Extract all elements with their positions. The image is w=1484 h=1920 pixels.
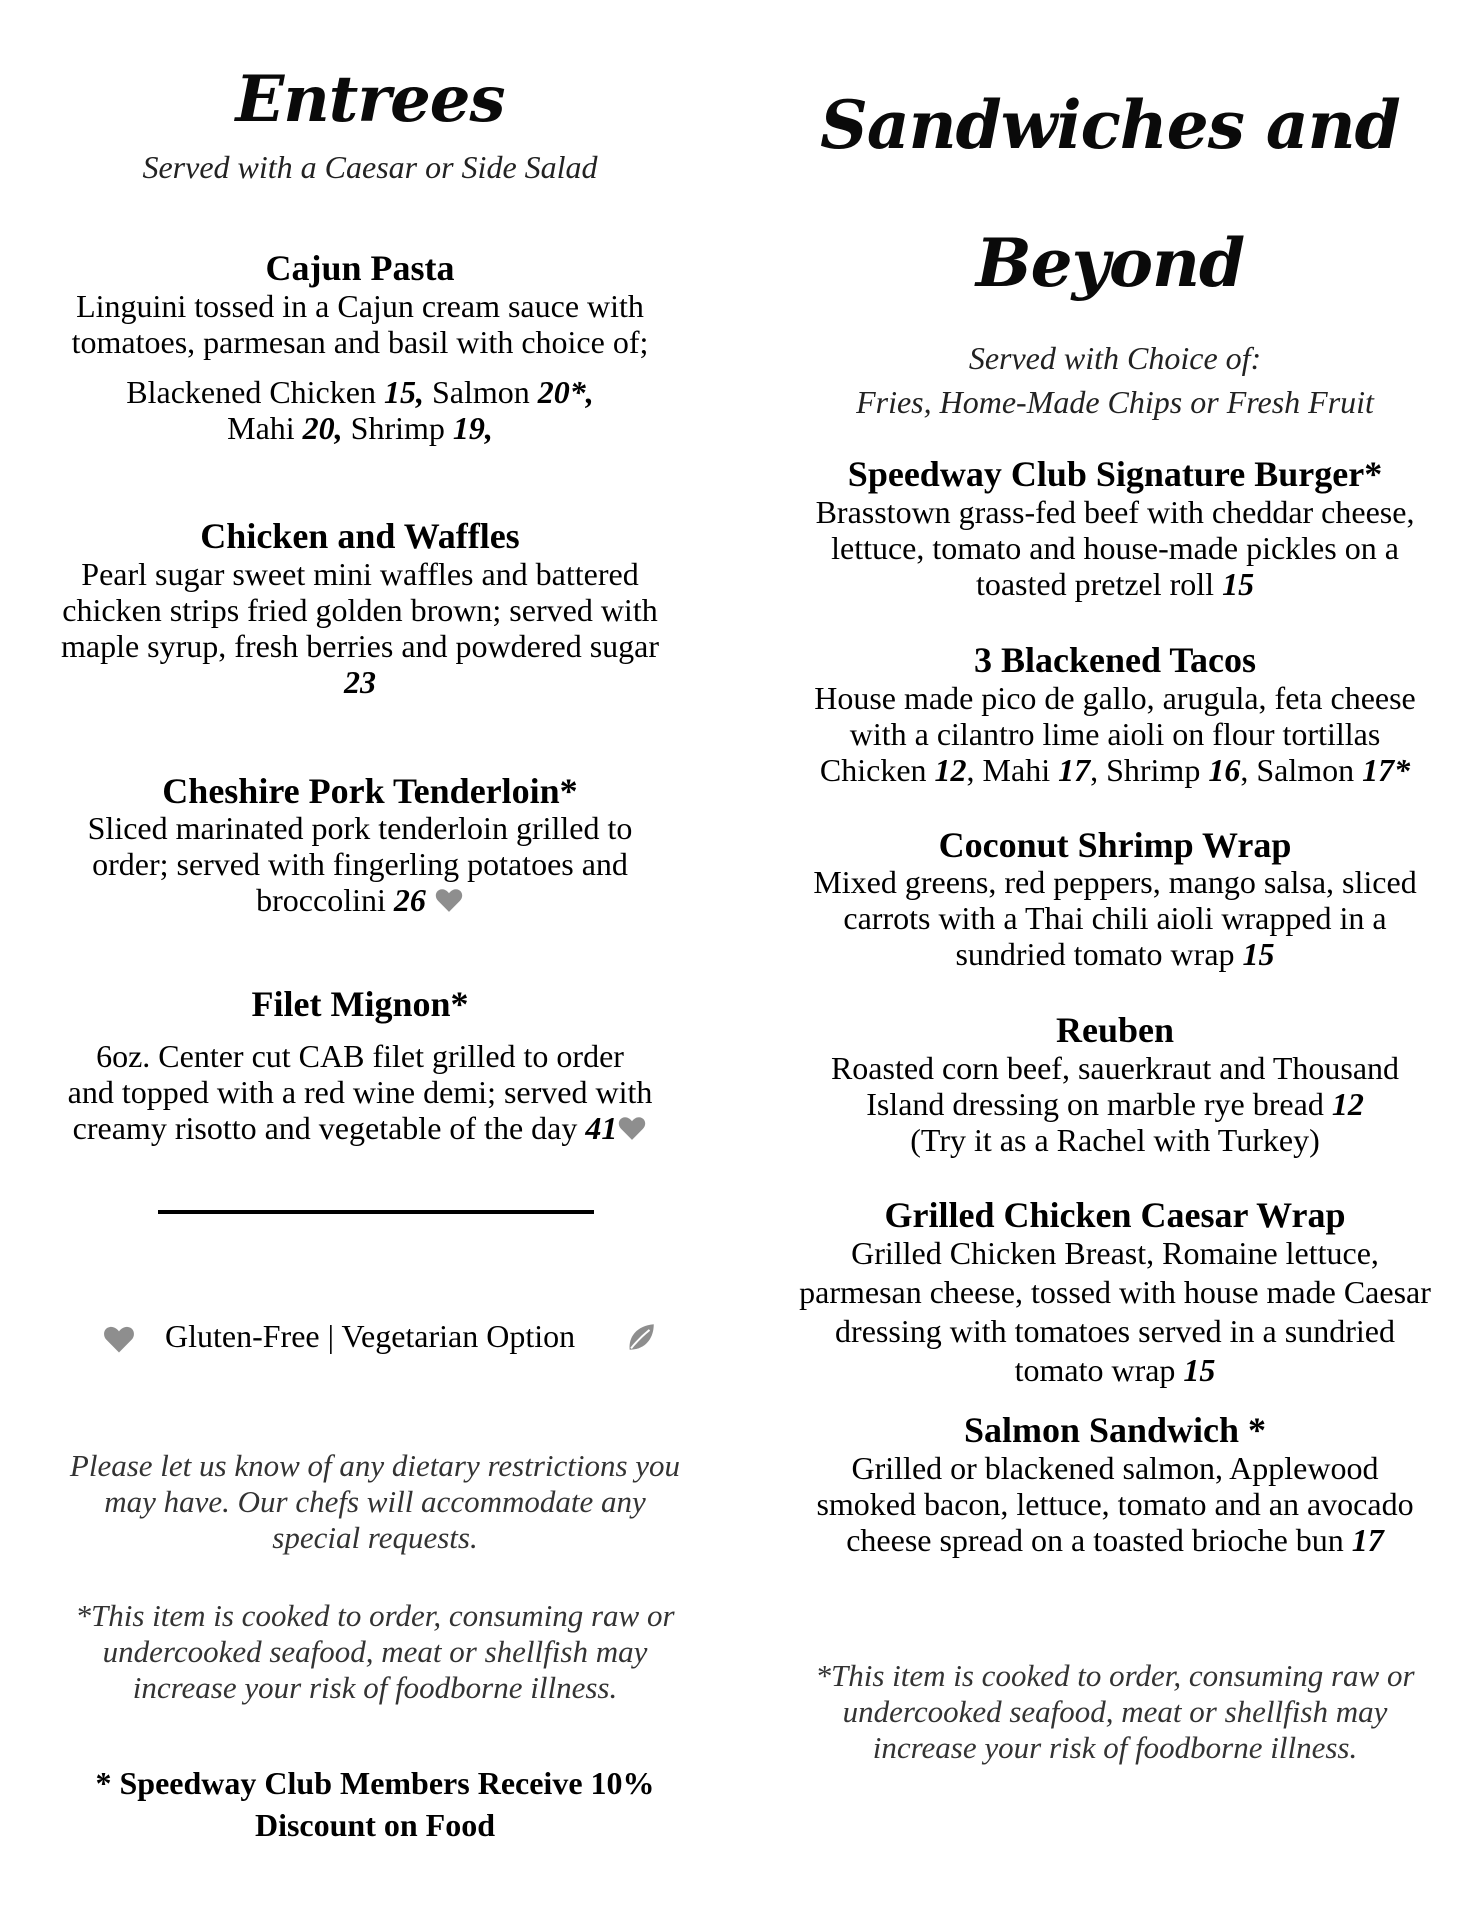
item-options: Chicken 12, Mahi 17, Shrimp 16, Salmon 17*	[819, 752, 1411, 788]
item-title: Cajun Pasta	[265, 248, 455, 288]
item-price: 26	[393, 882, 426, 918]
item-title: Chicken and Waffles	[200, 516, 520, 556]
item-price: 12	[1331, 1086, 1364, 1122]
item-price: 41	[585, 1110, 618, 1146]
gluten-free-heart-icon	[617, 1113, 647, 1143]
entrees-heading: Entrees	[235, 62, 505, 137]
item-title: Speedway Club Signature Burger*	[847, 454, 1383, 494]
sandwiches-heading-line1: Sandwiches and	[820, 86, 1400, 164]
gluten-free-heart-icon	[434, 885, 464, 915]
item-price: 17	[1351, 1522, 1384, 1558]
item-price: 23	[344, 664, 376, 700]
item-price: 15	[1222, 566, 1255, 602]
item-description: 6oz. Center cut CAB filet grilled to order and topped with a red wine demi; served with creamy risotto and vegetable of the day 41	[67, 1038, 653, 1146]
gluten-free-heart-icon	[102, 1322, 136, 1356]
item-description: Pearl sugar sweet mini waffles and battered chicken strips fried golden brown; served with maple syrup, fresh berries and powdered sugar 23	[20, 556, 700, 700]
members-discount-note: * Speedway Club Members Receive 10% Discount on Food	[95, 1765, 655, 1843]
section-divider	[158, 1210, 594, 1214]
item-title: 3 Blackened Tacos	[973, 640, 1257, 680]
item-description: Grilled Chicken Breast, Romaine lettuce, parmesan cheese, tossed with house made Caesar dressing with tomatoes served in a sundried tomato wrap 15	[799, 1235, 1431, 1388]
item-title: Grilled Chicken Caesar Wrap	[884, 1195, 1346, 1235]
item-description: Sliced marinated pork tenderloin grilled to order; served with fingerling potatoes and broccolini 26	[87, 810, 633, 918]
vegetarian-leaf-icon	[624, 1318, 658, 1356]
item-description: Grilled or blackened salmon, Applewood smoked bacon, lettuce, tomato and an avocado cheese spread on a toasted brioche bun 17	[816, 1450, 1414, 1558]
item-description: Roasted corn beef, sauerkraut and Thousand Island dressing on marble rye bread 12 (Try it as a Rachel with Turkey)	[830, 1050, 1400, 1158]
item-price: 15	[1183, 1352, 1216, 1388]
raw-food-warning: *This item is cooked to order, consuming raw or undercooked seafood, meat or shellfish may increase your risk of foodborne illness.	[815, 1658, 1415, 1765]
item-title: Reuben	[1055, 1010, 1175, 1050]
item-description: Mixed greens, red peppers, mango salsa, sliced carrots with a Thai chili aioli wrapped in a sundried tomato wrap 15	[813, 864, 1417, 972]
raw-food-warning: *This item is cooked to order, consuming raw or undercooked seafood, meat or shellfish may increase your risk of foodborne illness.	[75, 1598, 675, 1705]
sandwiches-subheading: Served with Choice of: Fries, Home-Made Chips or Fresh Fruit	[856, 340, 1374, 420]
item-title: Filet Mignon*	[251, 984, 469, 1024]
dietary-restrictions-note: Please let us know of any dietary restrictions you may have. Our chefs will accommodate any special requests.	[69, 1448, 681, 1555]
entrees-subheading: Served with a Caesar or Side Salad	[142, 149, 598, 185]
item-description: House made pico de gallo, arugula, feta cheese with a cilantro lime aioli on flour tortillas Chicken 12, Mahi 17, Shrimp 16, Salmon 17*	[760, 680, 1470, 788]
item-description: Brasstown grass-fed beef with cheddar cheese, lettuce, tomato and house-made pickles on a toasted pretzel roll 15	[815, 494, 1415, 602]
item-description: Linguini tossed in a Cajun cream sauce with tomatoes, parmesan and basil with choice of;	[71, 288, 649, 360]
item-options: Blackened Chicken 15, Salmon 20*, Mahi 20, Shrimp 19,	[126, 374, 594, 446]
item-title: Coconut Shrimp Wrap	[938, 825, 1292, 865]
item-price: 15	[1242, 936, 1275, 972]
sandwiches-heading-line2: Beyond	[975, 224, 1245, 302]
item-title: Salmon Sandwich *	[963, 1410, 1267, 1450]
dietary-legend: Gluten-Free | Vegetarian Option	[165, 1318, 576, 1354]
item-title: Cheshire Pork Tenderloin*	[162, 771, 578, 811]
